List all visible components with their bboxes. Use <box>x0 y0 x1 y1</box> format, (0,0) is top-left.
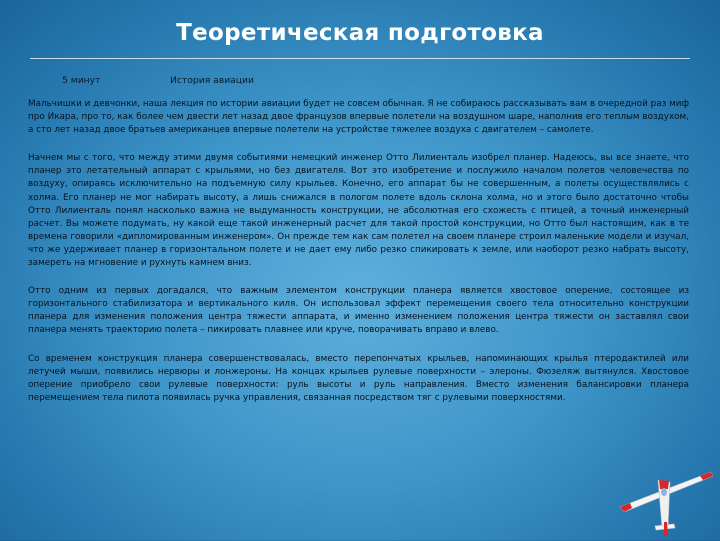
lesson-duration: 5 минут <box>62 75 101 86</box>
paragraph-tail: Отто одним из первых догадался, что важным элементом конструкции планера является хвостовое оперение, состоящее из горизонтального стабилизатора и вертикального киля. Он использовал эффект перемещения своего тела относительно конструкции планера для изменения положения центра тяжести аппарата, и именно изменением положения центра тяжести он заставлял свои планера менять траекторию полета – пикировать плавнее или круче, поворачивать вправо и влево. <box>28 286 689 336</box>
paragraph-lilienthal: Начнем мы с того, что между этими двумя событиями немецкий инженер Отто Лилиенталь изобрел планер. Надеюсь, вы все знаете, что планер это летательный аппарат с крыльями, но без двигателя. Вот это изобретение и послужило началом полетов человечества по воздуху, опираясь исключительно на подъемную силу крыльев. Конечно, его аппарат бы не совершенным, а полеты осуществлялись с холма. Его планер не мог набирать высоту, а лишь снижался в пологом полете вдоль склона холма, но и этого было достаточно чтобы Отто Лилиенталь понял насколько важна не выдуманность конструкции, не абсолютная его схожесть с птицей, а точный инженерный расчет. Вы можете подумать, ну какой еще такой инженерный расчет для такой простой конструкции, но Отто был настоящим, как в те времена говорили «дипломированным инженером». Он прежде тем как сам полетел на своем планере строил маленькие модели и изучал, что же удерживает планер в горизонтальном полете и не дает ему либо резко спикировать к земле, или наоборот резко набрать высоту, замереть на мгновение и рухнуть камнем вниз. <box>28 153 689 269</box>
paragraph-intro: Мальчишки и девчонки, наша лекция по истории авиации будет не совсем обычная. Я не собираюсь рассказывать вам в очередной раз миф про Икара, про то, как более чем двести лет назад двое французов впервые полетели на воздушном шаре, наполнив его теплым воздухом, а сто лет назад двое братьев американцев впервые полетели на устройстве тяжелее воздуха с двигателем – самолете. <box>28 99 689 136</box>
title-divider <box>30 58 690 59</box>
lesson-meta <box>62 75 362 89</box>
glider-plane-icon <box>618 462 713 537</box>
page-title: Теоретическая подготовка <box>176 20 544 46</box>
lesson-topic: История авиации <box>170 75 254 86</box>
lecture-text <box>28 98 689 420</box>
paragraph-evolution: Со временем конструкция планера совершенствовалась, вместо перепончатых крыльев, напоминающих крылья птеродактилей или летучей мыши, появились нервюры и лонжероны. На концах крыльев рулевые поверхности – элероны. Фюзеляж вытянулся. Хвостовое оперение приобрело свои рулевые поверхности: руль высоты и руль направления. Вместо изменения балансировки планера перемещением тела пилота появилась ручка управления, связанная посредством тяг с рулевыми поверхностями. <box>28 353 689 403</box>
